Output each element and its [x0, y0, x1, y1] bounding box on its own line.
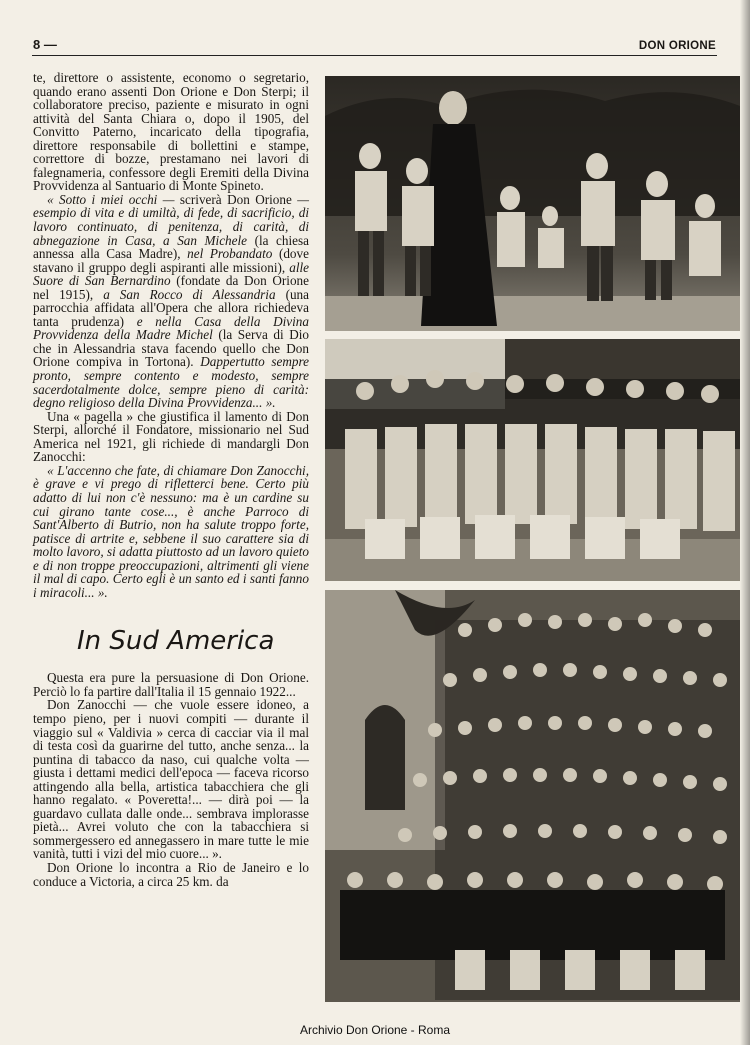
- magazine-title: DON ORIONE: [638, 40, 716, 52]
- photo-priest-with-boys: [325, 76, 740, 331]
- paragraph-2: « Sotto i miei occhi — scriverà Don Orione — esempio di vita e di umiltà, di fede, di sacrificio, di lavoro continuato, di penitenza, di carità, di abnegazione in Casa, a San Michele (la chiesa annessa alla Casa Madre), nel Probandato (dove stavano il gruppo degli aspiranti alle missioni), alle Suore di San Bernardino (fondate da Don Orione nel 1915), a San Rocco di Alessandria (una parrocchia affidata all'Opera che allora richiedeva tanta prudenza) e nella Casa della Divina Provvidenza della Madre Michel (la Serva di Dio che in Alessandria stava facendo quello che Don Orione compiva in Tortona). Dappertutto sempre pronto, sempre contento e modesto, sempre sacerdotalmente dolce, sempre pieno di carità: degno religioso della Divina Provvidenza... ».: [33, 191, 310, 411]
- page-edge-shadow: [740, 0, 750, 1045]
- archive-credit: Archivio Don Orione - Roma: [299, 1023, 451, 1037]
- photo-priest-with-boys-image: [325, 76, 740, 331]
- paragraph-6: Don Zanocchi — che vuole essere idoneo, a tempo pieno, per i nuovi compiti — durante il viaggio sul « Valdivia » cerca di cacciar via il mal di testa così da guarirne del tutto, anche senza... la puntina di tabacco da naso, cui qualche volta — giusta i dettami medici dell'epoca — faceva ricorso attingendo alla bella, artistica tabacchiera che gli hanno regalato. « Poveretta!... — dirà poi — la guardavo cullata dalle onde... sembrava implorasse pietà... Avrei voluto che con la tabacchiera si sommergessero ed annegassero in mare tutte le mie vanità, tutti i vizi del mio cuore... ».: [33, 697, 309, 862]
- section-heading: In Sud America: [77, 626, 275, 657]
- article-text-column: [33, 71, 309, 888]
- paragraph-5: Questa era pure la persuasione di Don Orione. Perciò lo fa partire dall'Italia il 15 gennaio 1922...: [33, 670, 309, 699]
- page-number: 8 —: [33, 37, 57, 52]
- photo-large-school-group-image: [325, 590, 740, 1002]
- photo-clergy-and-boys-group-image: [325, 339, 740, 581]
- photo-clergy-and-boys-group: [325, 339, 740, 581]
- paragraph-3: Una « pagella » che giustifica il lamento di Don Sterpi, allorché il Fondatore, missionario nel Sud America nel 1921, gli richiede di mandargli Don Zanocchi:: [33, 408, 309, 465]
- photo-large-school-group: [325, 590, 740, 1002]
- header-divider: [32, 55, 717, 56]
- paragraph-4-quote: « L'accenno che fate, di chiamare Don Zanocchi, è grave e vi prego di rifletterci bene. Certo più adatto di lui non c'è nessuno: ma è un cardine su cui girano tante cose..., è anche Parroco di Sant'Alberto di Butrio, non ha salute troppo forte, patisce di artrite e, sebbene il suo carattere sia di molto lavoro, si adatta piuttosto ad un lavoro quieto e di non troppe preoccupazioni, altrimenti gli viene il mal di capo. Certo egli è un santo ed i santi fanno i miracoli... ».: [33, 462, 309, 600]
- paragraph-1: te, direttore o assistente, economo o segretario, quando erano assenti Don Orione e Don Sterpi; il collaboratore preciso, paziente e misurato in ogni attività del Santa Chiara o, dopo il 1905, del Convitto Paterno, incaricato della tipografia, direttore responsabile di bollettini e stampe, correttore di bozze, prestamano nei lavori di falegnameria, confessore degli Eremiti della Divina Provvidenza al Santuario di Monte Spineto.: [33, 70, 309, 194]
- paragraph-7: Don Orione lo incontra a Rio de Janeiro e lo conduce a Victoria, a circa 25 km. da: [33, 859, 309, 889]
